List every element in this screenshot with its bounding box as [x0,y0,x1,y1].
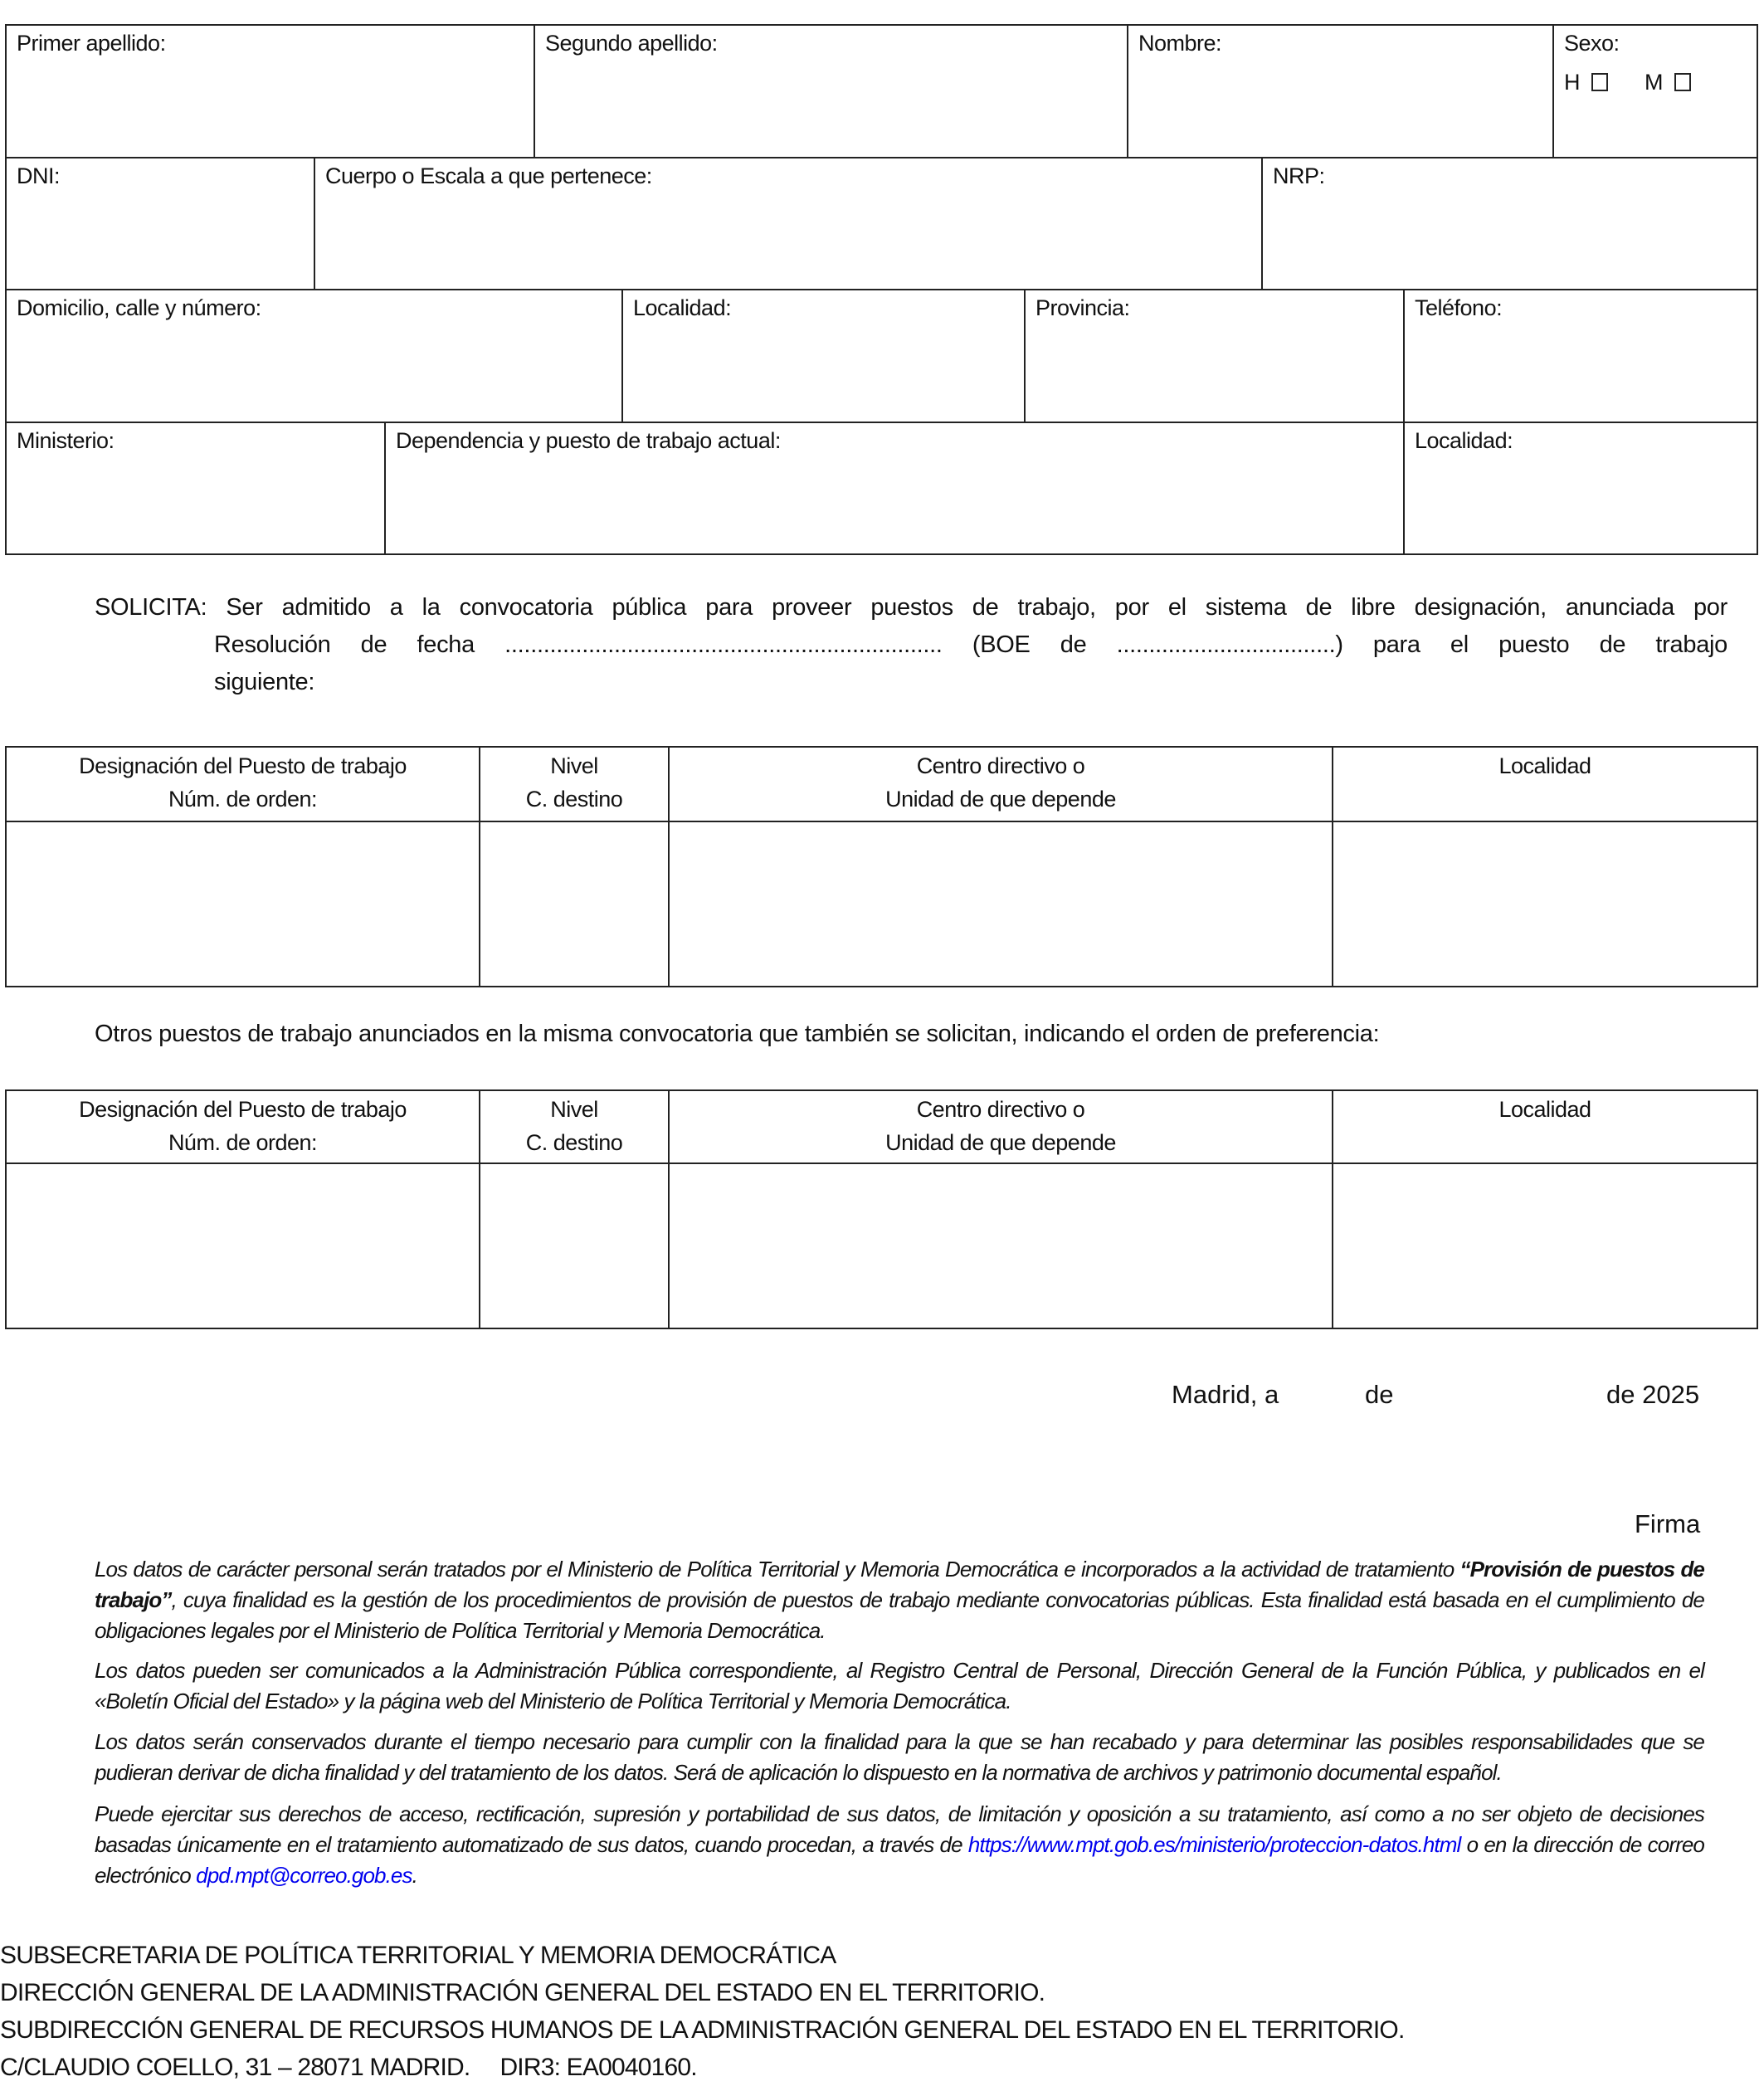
header-text: Unidad de que depende [885,787,1116,812]
header-text: Unidad de que depende [885,1130,1116,1155]
privacy-paragraph-1 [95,1554,1704,1646]
nivel-cell[interactable] [479,1162,670,1329]
otros-puestos-text: Otros puestos de trabajo anunciados en la misma convocatoria que también se solicitan, indicando el orden de preferencia: [95,1021,1380,1047]
label: Primer apellido: [17,31,166,56]
nrp-field[interactable] [1261,157,1758,290]
label: NRP: [1273,163,1325,188]
dni-field[interactable] [5,157,315,290]
solicita-line: SOLICITA: Ser admitido a la convocatoria pública para proveer puestos de trabajo, por el sistema de libre designación, anunciada por [95,594,1727,621]
label: Domicilio, calle y número: [17,295,261,320]
header-text: Designación del Puesto de trabajo [79,753,407,778]
header-text: C. destino [525,1130,623,1155]
text: o en la dirección de correo electrónico [95,1832,1704,1888]
header-nivel [479,1089,670,1164]
label: Localidad: [633,295,732,320]
solicita-line: Resolución de fecha .................................................................... (BOE de ..................................) para el puesto de trabajo [214,631,1727,658]
sexo-h-checkbox[interactable] [1591,73,1608,91]
sexo-m-label: M [1645,70,1663,95]
header-text: Designación del Puesto de trabajo [79,1097,407,1122]
header-localidad [1332,1089,1758,1164]
designacion-cell[interactable] [5,1162,480,1329]
sexo-field [1552,24,1758,158]
label: Dependencia y puesto de trabajo actual: [396,428,781,453]
centro-cell[interactable] [668,1162,1333,1329]
privacy-paragraph-2: Los datos pueden ser comunicados a la Administración Pública correspondiente, al Registro Central de Personal, Dirección General de la Función Pública, y publicados en el «Boletín Oficial del Estado» y la página web del Ministerio de Política Territorial y Memoria Democrática. [95,1658,1704,1713]
solicita-paragraph [95,589,1727,701]
localidad-actual-field[interactable] [1403,422,1758,555]
header-designacion [5,746,480,822]
footer-line-3: SUBDIRECCIÓN GENERAL DE RECURSOS HUMANOS DE LA ADMINISTRACIÓN GENERAL DEL ESTADO EN EL TERRITORIO. [0,2016,1405,2044]
sexo-h-label: H [1564,70,1580,95]
primer-apellido-field[interactable] [5,24,535,158]
privacy-link[interactable]: https://www.mpt.gob.es/ministerio/proteccion-datos.html [967,1832,1461,1857]
label: Teléfono: [1415,295,1503,320]
text: Puede ejercitar sus derechos de acceso, rectificación, supresión y portabilidad de sus datos, de limitación y oposición a su tratamiento, así como a no ser objeto de decisiones basadas únicamente en el tratamiento automatizado de sus datos, cuando procedan, a través de [95,1801,1704,1857]
footer-line-2: DIRECCIÓN GENERAL DE LA ADMINISTRACIÓN GENERAL DEL ESTADO EN EL TERRITORIO. [0,1979,1045,2006]
localidad-cell[interactable] [1332,821,1758,987]
localidad-field[interactable] [621,289,1026,423]
header-text: Localidad [1498,1097,1591,1122]
label: Ministerio: [17,428,115,453]
header-centro [668,1089,1333,1164]
header-localidad [1332,746,1758,822]
label: Nombre: [1138,31,1222,56]
designacion-cell[interactable] [5,821,480,987]
header-text: Núm. de orden: [168,1130,318,1155]
header-text: Núm. de orden: [168,787,318,812]
ministerio-field[interactable] [5,422,386,555]
solicita-line: siguiente: [214,669,315,695]
footer-line-4 [0,2054,697,2082]
header-text: C. destino [525,787,623,812]
header-centro [668,746,1333,822]
text: , cuya finalidad es la gestión de los procedimientos de provisión de puestos de trabajo mediante convocatorias públicas. Esta finalidad está basada en el cumplimiento de obligaciones legales por el Ministerio de Política Territorial y Memoria Democrática. [95,1587,1704,1643]
centro-cell[interactable] [668,821,1333,987]
address: C/CLAUDIO COELLO, 31 – 28071 MADRID. [0,2054,470,2081]
provincia-field[interactable] [1024,289,1405,423]
nombre-field[interactable] [1127,24,1554,158]
label: Cuerpo o Escala a que pertenece: [325,163,652,188]
header-text: Nivel [550,753,598,778]
privacy-paragraph-3: Los datos serán conservados durante el tiempo necesario para cumplir con la finalidad para la que se han recabado y para determinar las posibles responsabilidades que se pudieran derivar de dicha finalidad y del tratamiento de los datos. Será de aplicación lo dispuesto en la normativa de archivos y patrimonio documental español. [95,1729,1704,1785]
segundo-apellido-field[interactable] [534,24,1128,158]
header-designacion [5,1089,480,1164]
header-text: Nivel [550,1097,598,1122]
nivel-cell[interactable] [479,821,670,987]
footer-line-1: SUBSECRETARIA DE POLÍTICA TERRITORIAL Y MEMORIA DEMOCRÁTICA [0,1942,836,1969]
sexo-m-checkbox[interactable] [1674,73,1691,91]
fecha-de: de [1365,1380,1394,1409]
text: Los datos de carácter personal serán tratados por el Ministerio de Política Territorial y Memoria Democrática e incorporados a la actividad de tratamiento [95,1557,1460,1582]
firma-label: Firma [1635,1509,1701,1538]
label: Segundo apellido: [545,31,718,56]
bold-text: “Provisión de puestos de trabajo” [95,1557,1704,1612]
dependencia-field[interactable] [384,422,1405,555]
header-text: Centro directivo o [916,753,1085,778]
fecha-madrid: Madrid, a [1172,1380,1279,1409]
fecha-year: de 2025 [1606,1380,1700,1409]
label: Localidad: [1415,428,1513,453]
label: Sexo: [1564,31,1620,56]
header-text: Centro directivo o [916,1097,1085,1122]
cuerpo-field[interactable] [314,157,1263,290]
dir3-code: DIR3: EA0040160. [499,2054,697,2081]
telefono-field[interactable] [1403,289,1758,423]
header-nivel [479,746,670,822]
label: DNI: [17,163,60,188]
header-text: Localidad [1498,753,1591,778]
privacy-paragraph-4 [95,1799,1704,1891]
label: Provincia: [1035,295,1130,320]
email-link[interactable]: dpd.mpt@correo.gob.es [196,1863,412,1888]
localidad-cell[interactable] [1332,1162,1758,1329]
domicilio-field[interactable] [5,289,623,423]
text: . [412,1863,417,1888]
